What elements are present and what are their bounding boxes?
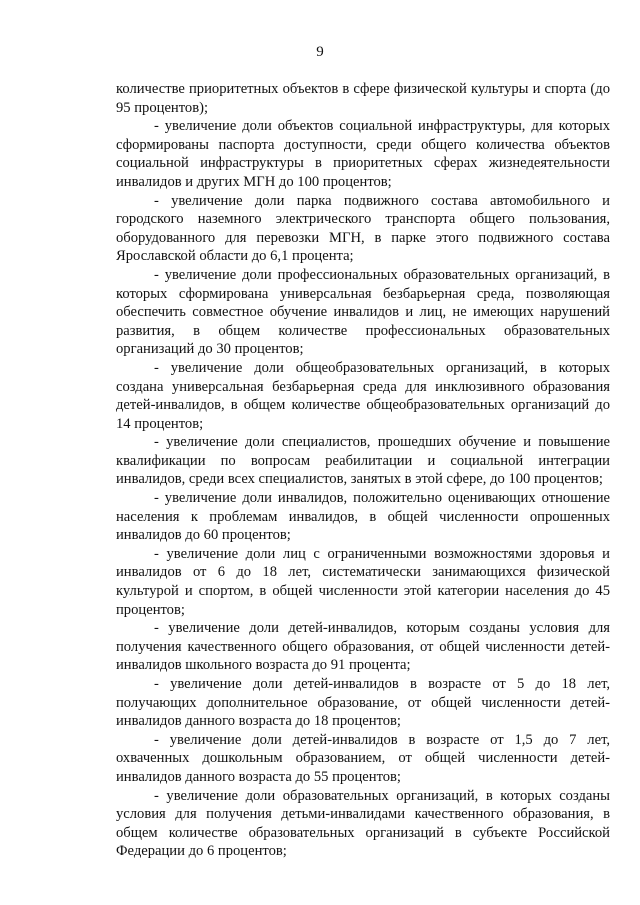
page-number: 9 (316, 44, 324, 60)
list-item: - увеличение доли инвалидов, положительно оценивающих отношение населения к проблемам инвалидов, в общей численности опрошенных инвалидов до 60 процентов; (116, 490, 610, 544)
list-item: - увеличение доли объектов социальной инфраструктуры, для которых сформированы паспорта доступности, среди общего количества объектов социальной инфраструктуры в приоритетных сферах жизнедеятельности инвалидов и других МГН до 100 процентов; (116, 118, 610, 190)
list-item: - увеличение доли парка подвижного состава автомобильного и городского наземного электрического транспорта общего пользования, оборудованного для перевозки МГН, в парке этого подвижного состава Ярославской области до 6,1 процента; (116, 192, 610, 265)
list-item: - увеличение доли лиц с ограниченными возможностями здоровья и инвалидов от 6 до 18 лет, систематически занимающихся физической культурой и спортом, в общей численности этой категории населения до 45 процентов; (116, 545, 610, 618)
list-item: - увеличение доли образовательных организаций, в которых созданы условия для получения детьми-инвалидами качественного образования, в общем количестве образовательных организаций в субъекте Российской Федерации до 6 процентов; (116, 787, 610, 860)
list-item: - увеличение доли детей-инвалидов в возрасте от 5 до 18 лет, получающих дополнительное образование, от общей численности детей-инвалидов данного возраста до 18 процентов; (116, 676, 610, 730)
document-body (116, 80, 610, 861)
list-item: - увеличение доли детей-инвалидов в возрасте от 1,5 до 7 лет, охваченных дошкольным образованием, от общей численности детей-инвалидов данного возраста до 55 процентов; (116, 731, 610, 785)
list-item: - увеличение доли профессиональных образовательных организаций, в которых сформирована универсальная безбарьерная среда, позволяющая обеспечить совместное обучение инвалидов и лиц, не имеющих нарушений развития, в общем количестве профессиональных образовательных организаций до 30 процентов; (116, 266, 610, 358)
list-item: - увеличение доли детей-инвалидов, которым созданы условия для получения качественного общего образования, от общей численности детей-инвалидов школьного возраста до 91 процента; (116, 620, 610, 674)
paragraph-continuation: количестве приоритетных объектов в сфере физической культуры и спорта (до 95 процентов); (116, 81, 610, 116)
list-item: - увеличение доли специалистов, прошедших обучение и повышение квалификации по вопросам реабилитации и социальной интеграции инвалидов, среди всех специалистов, занятых в этой сфере, до 100 процентов; (116, 434, 610, 488)
list-item: - увеличение доли общеобразовательных организаций, в которых создана универсальная безбарьерная среда для инклюзивного образования детей-инвалидов, в общем количестве общеобразовательных организаций до 14 процентов; (116, 359, 610, 432)
